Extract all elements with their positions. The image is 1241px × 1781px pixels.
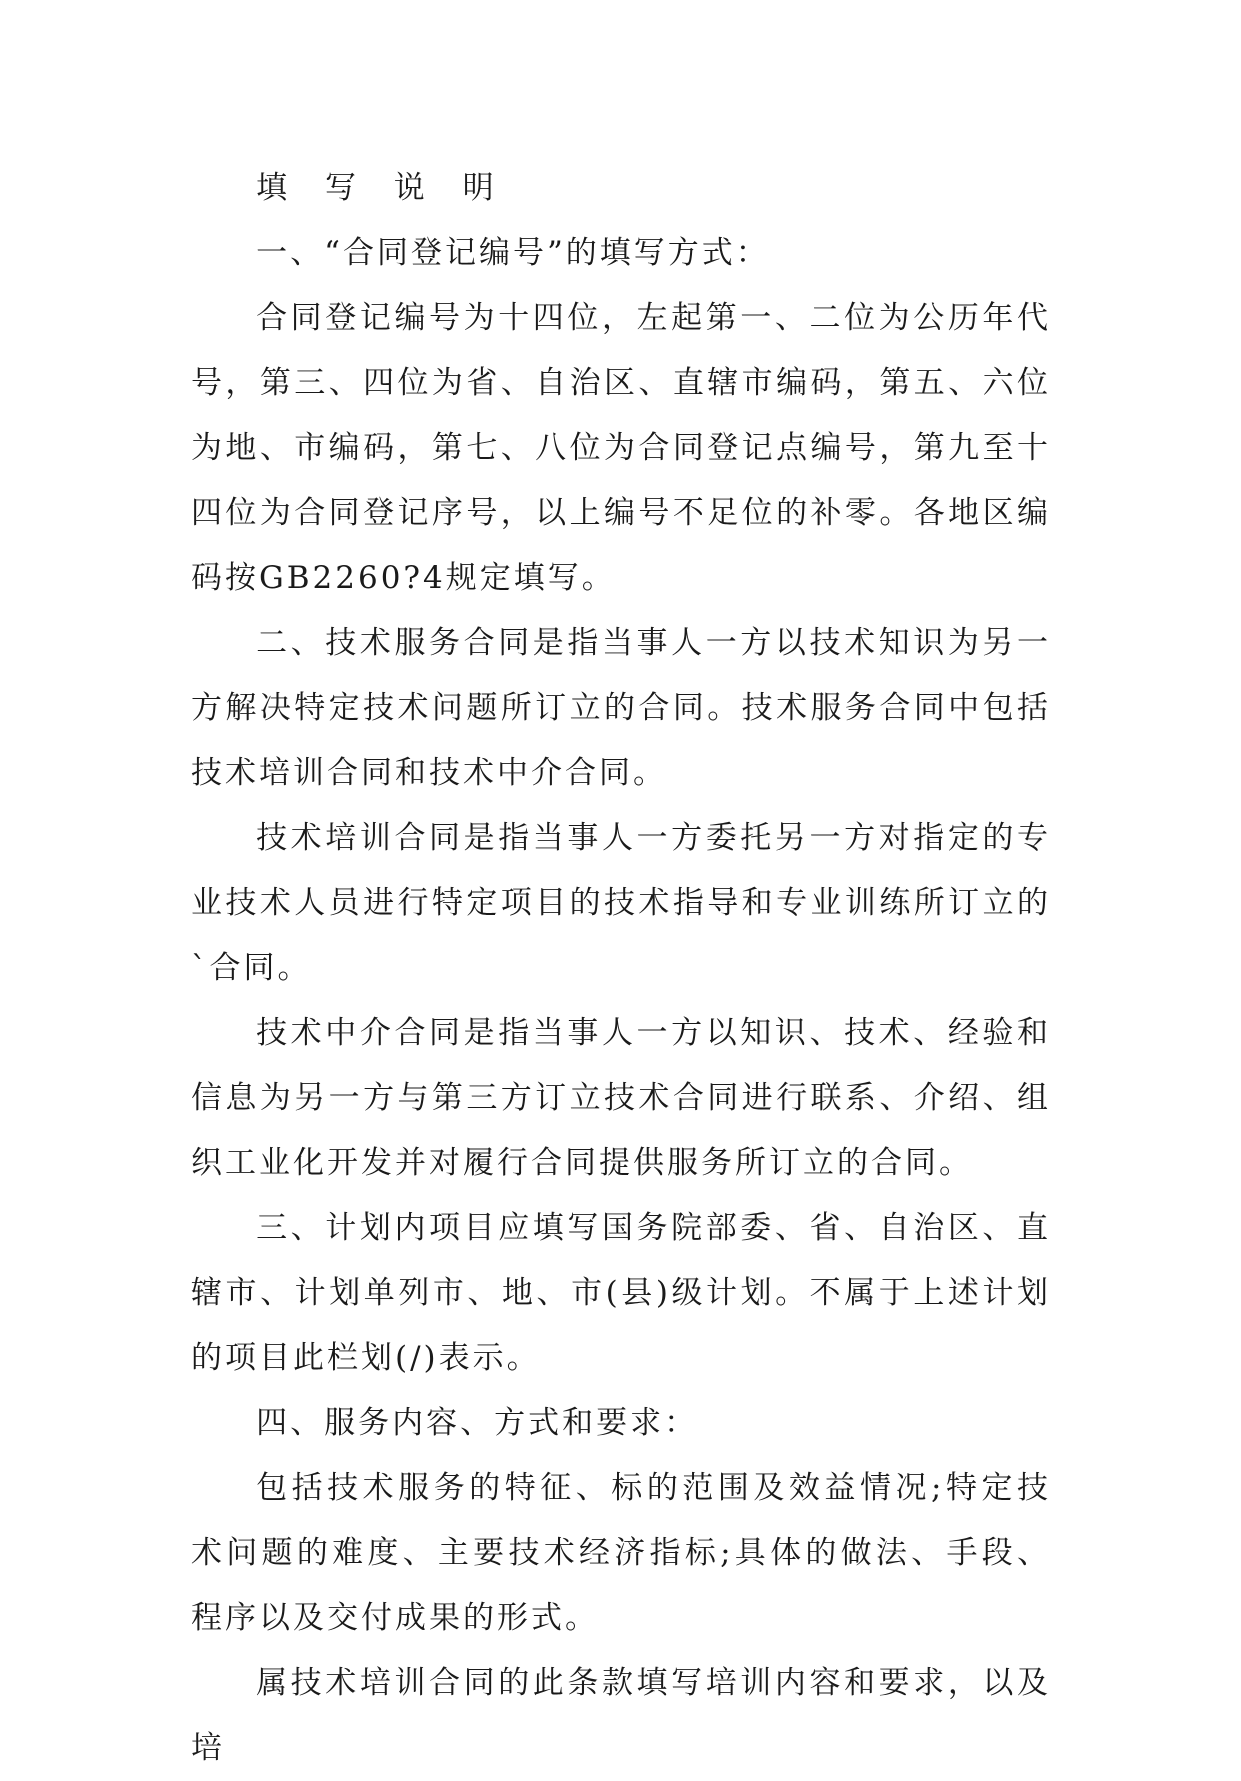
paragraph-training-clause: 属技术培训合同的此条款填写培训内容和要求，以及培: [191, 1665, 1051, 1766]
paragraph-training-contract: 技术培训合同是指当事人一方委托另一方对指定的专业技术人员进行特定项目的技术指导和专业训练所订立的`合同。: [191, 820, 1051, 986]
paragraph-section-2-definition: 二、技术服务合同是指当事人一方以技术知识为另一方解决特定技术问题所订立的合同。技术服务合同中包括技术培训合同和技术中介合同。: [191, 625, 1051, 791]
paragraph-section-3-plan: 三、计划内项目应填写国务院部委、省、自治区、直辖市、计划单列市、地、市(县)级计划。不属于上述计划的项目此栏划(/)表示。: [191, 1210, 1051, 1376]
paragraph-registration-number: 合同登记编号为十四位，左起第一、二位为公历年代号，第三、四位为省、自治区、直辖市编码，第五、六位为地、市编码，第七、八位为合同登记点编号，第九至十四位为合同登记序号，以上编号不足位的补零。各地区编码按GB2260?4规定填写。: [191, 300, 1051, 596]
paragraph-section-4-heading: 四、服务内容、方式和要求：: [256, 1405, 699, 1441]
paragraph-service-content: 包括技术服务的特征、标的范围及效益情况;特定技术问题的难度、主要技术经济指标;具体的做法、手段、程序以及交付成果的形式。: [191, 1470, 1051, 1636]
document-title: 填 写 说 明: [256, 170, 508, 206]
paragraph-section-1-heading: 一、“合同登记编号”的填写方式：: [256, 235, 770, 271]
paragraph-intermediary-contract: 技术中介合同是指当事人一方以知识、技术、经验和信息为另一方与第三方订立技术合同进行联系、介绍、组织工业化开发并对履行合同提供服务所订立的合同。: [191, 1015, 1051, 1181]
document-body: [191, 156, 1051, 1781]
